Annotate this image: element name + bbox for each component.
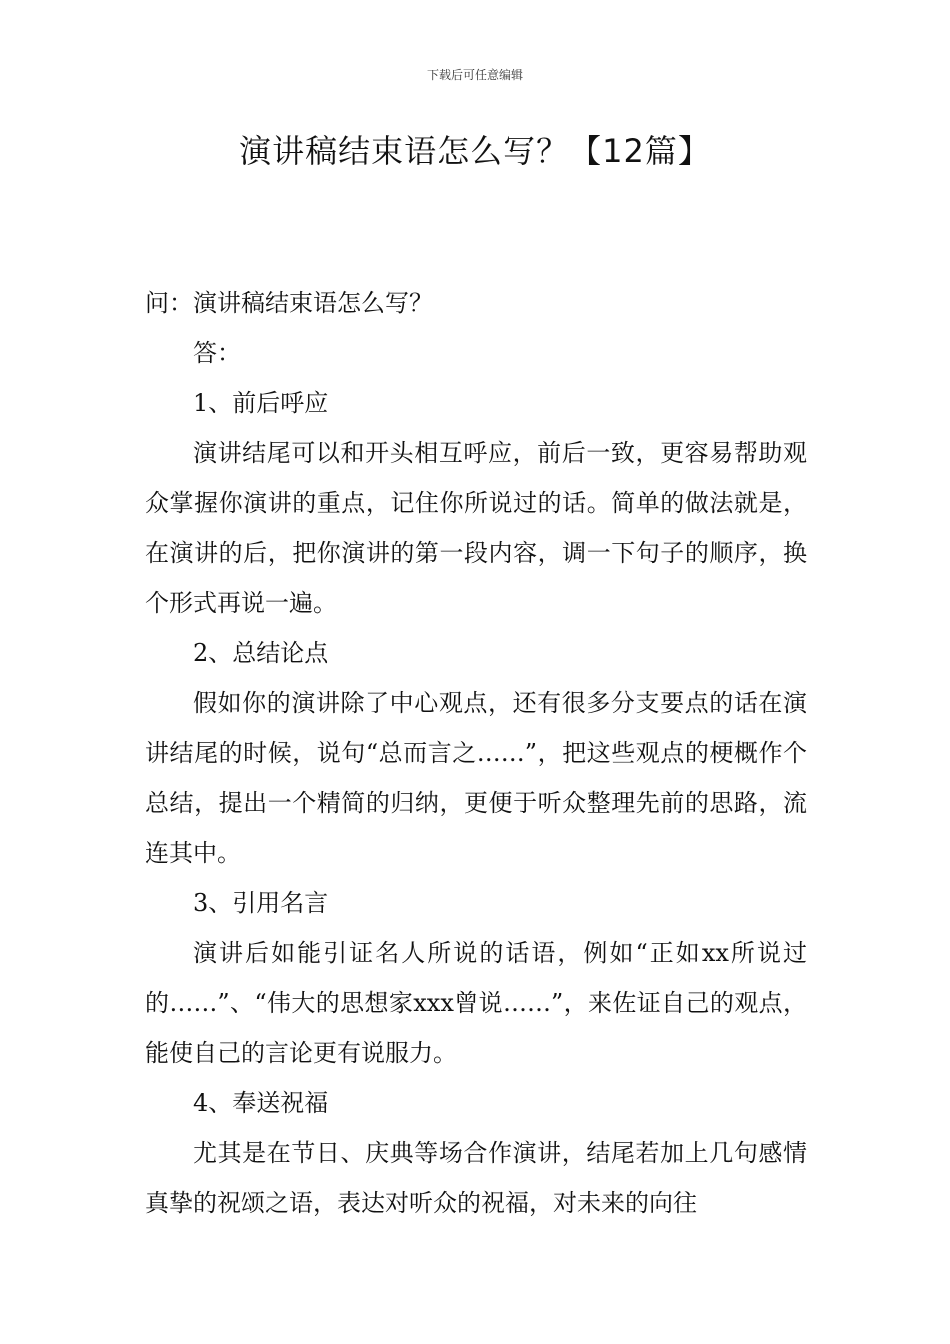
answer-label: 答： <box>193 339 241 367</box>
section-heading: 2、总结论点 <box>193 639 329 667</box>
section-paragraph: 演讲结尾可以和开头相互呼应，前后一致，更容易帮助观众掌握你演讲的重点，记住你所说过的话。简单的做法就是，在演讲的后，把你演讲的第一段内容，调一下句子的顺序，换个形式再说一遍。 <box>145 439 807 617</box>
section-heading: 4、奉送祝福 <box>193 1089 329 1117</box>
document-body <box>145 278 807 1228</box>
section-paragraph: 假如你的演讲除了中心观点，还有很多分支要点的话在演讲结尾的时候，说句“总而言之……”，把这些观点的梗概作个总结，提出一个精简的归纳，更便于听众整理先前的思路，流连其中。 <box>145 689 807 867</box>
section-paragraph: 尤其是在节日、庆典等场合作演讲，结尾若加上几句感情真挚的祝颂之语，表达对听众的祝福，对未来的向往 <box>145 1139 807 1217</box>
section-paragraph: 演讲后如能引证名人所说的话语，例如“正如xx所说过的……”、“伟大的思想家xxx曾说……”，来佐证自己的观点，能使自己的言论更有说服力。 <box>145 939 807 1067</box>
section-heading: 3、引用名言 <box>193 889 329 917</box>
header-note: 下载后可任意编辑 <box>426 68 523 82</box>
section-heading: 1、前后呼应 <box>193 389 329 417</box>
question-line: 问：演讲稿结束语怎么写？ <box>145 289 433 317</box>
page-title: 演讲稿结束语怎么写？【12篇】 <box>239 132 711 170</box>
